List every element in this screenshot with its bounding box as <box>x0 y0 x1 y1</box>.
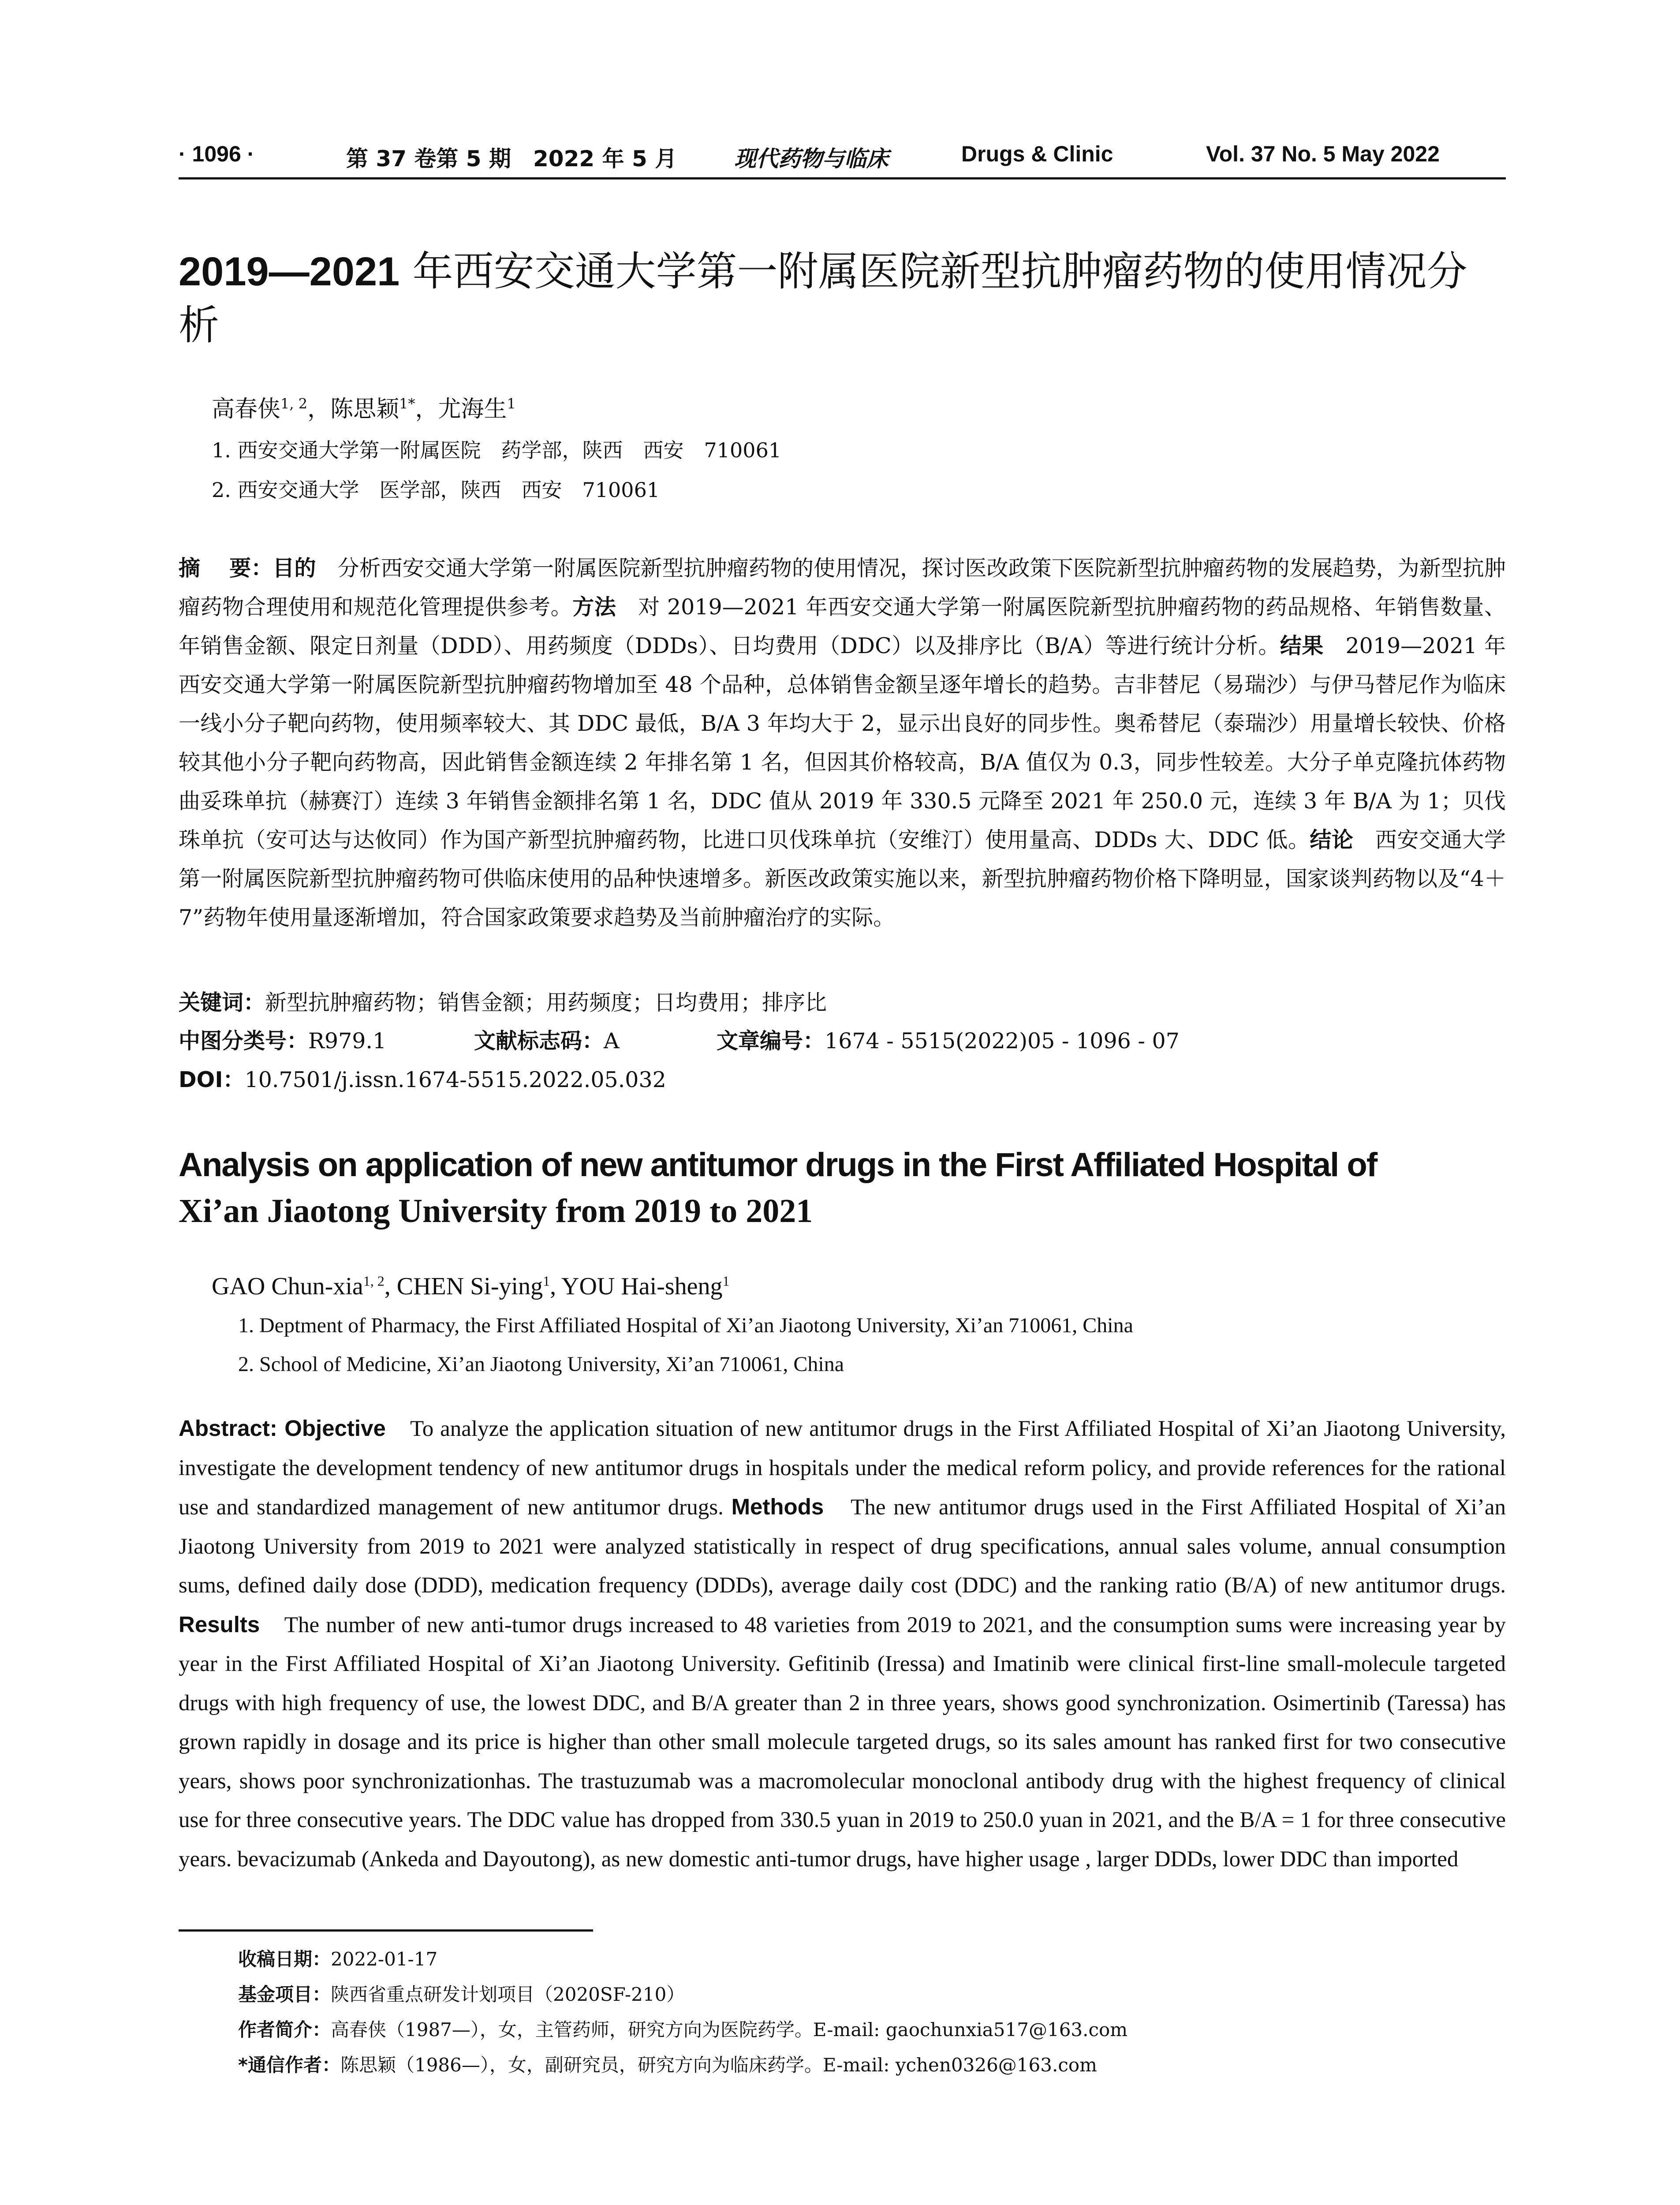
footnote-corresponding <box>238 2051 1097 2077</box>
journal-name-en: Drugs & Clinic <box>961 142 1113 166</box>
author-en-3: , YOU Hai-sheng <box>550 1273 723 1300</box>
title-en-line2: Xi’an Jiaotong University from 2019 to 2021 <box>179 1192 813 1230</box>
author-bio-label: 作者简介： <box>238 2019 331 2041</box>
author-en-2: , CHEN Si-ying <box>384 1273 543 1300</box>
received-value: 2022-01-17 <box>331 1948 438 1970</box>
clc-line <box>179 1024 386 1055</box>
affiliation-en-2: 2. School of Medicine, Xi’an Jiaotong University, Xi’an 710061, China <box>238 1353 844 1376</box>
title-en <box>179 1142 1506 1234</box>
objective-en-text: To analyze the application situation of new antitumor drugs in the First Affiliated Hospital of Xi’an Jiaotong University, investigate the development tendency of new antitumor drugs in hospitals under the medical reform policy, and provide references for the rational use and standardized management of new antitumor drugs. <box>179 1416 1506 1520</box>
article-number-label: 文章编号： <box>717 1028 825 1054</box>
methods-text: 对 2019—2021 年西安交通大学第一附属医院新型抗肿瘤药物的药品规格、年销售数量、年销售金额、限定日剂量（DDD）、用药频度（DDDs）、日均费用（DDC）以及排序比（B/A）等进行统计分析。 <box>179 594 1506 658</box>
methods-label: 方法 <box>572 594 616 620</box>
keywords-label: 关键词： <box>179 990 265 1015</box>
objective-en-label: Objective <box>284 1416 386 1441</box>
footnote-rule <box>179 1929 593 1932</box>
corresponding-value: 陈思颖（1986—），女，副研究员，研究方向为临床药学。E-mail: ychen0326@163.com <box>340 2054 1097 2076</box>
author-2-affil: 1* <box>399 395 415 412</box>
conclusion-text: 西安交通大学第一附属医院新型抗肿瘤药物可供临床使用的品种快速增多。新医改政策实施以来，新型抗肿瘤药物价格下降明显，国家谈判药物以及“4＋7”药物年使用量逐渐增加，符合国家政策要求趋势及当前肿瘤治疗的实际。 <box>179 827 1506 930</box>
title-cn-years: 2019—2021 <box>179 249 400 294</box>
author-3: 尤海生 <box>438 396 507 422</box>
fund-label: 基金项目： <box>238 1984 331 2005</box>
clc-value: R979.1 <box>308 1028 387 1054</box>
affiliation-cn-1: 1. 西安交通大学第一附属医院 药学部，陕西 西安 710061 <box>212 438 782 462</box>
title-en-line1: Analysis on application of new antitumor drugs in the First Affiliated Hospital of <box>179 1146 1377 1184</box>
objective-label: 目的 <box>273 556 316 581</box>
abstract-cn <box>179 549 1506 937</box>
authors-en <box>212 1272 730 1301</box>
article-number-value: 1674 - 5515(2022)05 - 1096 - 07 <box>825 1028 1180 1054</box>
received-label: 收稿日期： <box>238 1948 331 1970</box>
author-en-3-affil: 1 <box>722 1273 730 1289</box>
author-1-affil: 1, 2 <box>280 395 308 412</box>
author-sep: ， <box>307 396 331 422</box>
footnote-fund <box>238 1980 685 2007</box>
doi-label: DOI： <box>179 1067 245 1092</box>
doc-code-value: A <box>604 1028 620 1054</box>
issue-cn: 第 37 卷第 5 期 2022 年 5 月 <box>346 146 677 172</box>
abstract-en-label: Abstract: <box>179 1416 285 1441</box>
corresponding-label: *通信作者： <box>238 2054 340 2076</box>
results-text: 2019—2021 年西安交通大学第一附属医院新型抗肿瘤药物增加至 48 个品种，总体销售金额呈逐年增长的趋势。吉非替尼（易瑞沙）与伊马替尼作为临床一线小分子靶向药物，使用频率较大、其 DDC 最低，B/A 3 年均大于 2，显示出良好的同步性。奥希替尼（泰瑞沙）用量增长较快、价格较其他小分子靶向药物高，因此销售金额连续 2 年排名第 1 名，但因其价格较高，B/A 值仅为 0.3，同步性较差。大分子单克隆抗体药物曲妥珠单抗（赫赛汀）连续 3 年销售金额排名第 1 名，DDC 值从 2019 年 330.5 元降至 2021 年 250.0 元，连续 3 年 B/A 为 1；贝伐珠单抗（安可达与达攸同）作为国产新型抗肿瘤药物，比进口贝伐珠单抗（安维汀）使用量高、DDDs 大、DDC 低。 <box>179 633 1506 852</box>
issue-en: Vol. 37 No. 5 May 2022 <box>1206 142 1440 166</box>
results-en-label: Results <box>179 1611 260 1637</box>
title-cn-text: 年西安交通大学第一附属医院新型抗肿瘤药物的使用情况分析 <box>179 248 1467 349</box>
journal-name-cn: 现代药物与临床 <box>734 146 889 172</box>
author-en-1-affil: 1, 2 <box>363 1273 385 1289</box>
results-label: 结果 <box>1280 633 1324 658</box>
results-en-text: The number of new anti-tumor drugs increased to 48 varieties from 2019 to 2021, and the consumption sums were increasing year by year in the First Affiliated Hospital of Xi’an Jiaotong University. Gefitinib (Iressa) and Imatinib were clinical first-line small-molecule targeted drugs with high frequency of use, the lowest DDC, and B/A greater than 2 in three years, shows good synchronization. Osimertinib (Taressa) has grown rapidly in dosage and its price is higher than other small molecule targeted drugs, so its sales amount has ranked first for two consecutive years, shows poor synchronizationhas. The trastuzumab was a macromolecular monoclonal antibody drug with the highest frequency of clinical use for three consecutive years. The DDC value has dropped from 330.5 yuan in 2019 to 250.0 yuan in 2021, and the B/A = 1 for three consecutive years. bevacizumab (Ankeda and Dayoutong), as new domestic anti-tumor drugs, have higher usage , larger DDDs, lower DDC than imported <box>179 1612 1506 1872</box>
keywords-value: 新型抗肿瘤药物；销售金额；用药频度；日均费用；排序比 <box>265 990 827 1015</box>
author-3-affil: 1 <box>507 395 516 412</box>
doc-code-line <box>474 1024 619 1055</box>
clc-label: 中图分类号： <box>179 1028 309 1054</box>
abstract-cn-label: 摘 要： <box>179 556 273 581</box>
objective-text: 分析西安交通大学第一附属医院新型抗肿瘤药物的使用情况，探讨医改政策下医院新型抗肿瘤药物的发展趋势，为新型抗肿瘤药物合理使用和规范化管理提供参考。 <box>179 556 1506 620</box>
fund-value: 陕西省重点研发计划项目（2020SF-210） <box>331 1984 685 2005</box>
author-bio-value: 高春侠（1987—），女，主管药师，研究方向为医院药学。E-mail: gaochunxia517@163.com <box>331 2019 1128 2041</box>
affiliation-en-1: 1. Deptment of Pharmacy, the First Affiliated Hospital of Xi’an Jiaotong University, Xi’an 710061, China <box>238 1314 1133 1337</box>
conclusion-label: 结论 <box>1310 827 1354 852</box>
author-en-2-affil: 1 <box>543 1273 550 1289</box>
author-en-1: GAO Chun-xia <box>212 1273 363 1300</box>
doc-code-label: 文献标志码： <box>474 1028 604 1054</box>
title-cn <box>179 245 1506 352</box>
methods-en-text: The new antitumor drugs used in the First Affiliated Hospital of Xi’an Jiaotong University from 2019 to 2021 were analyzed statistically in respect of drug specifications, annual sales volume, annual consumption sums, defined daily dose (DDD), medication frequency (DDDs), average daily cost (DDC) and the ranking ratio (B/A) of new antitumor drugs. <box>179 1495 1506 1598</box>
authors-cn <box>212 390 516 423</box>
doi-value: 10.7501/j.issn.1674-5515.2022.05.032 <box>244 1067 666 1092</box>
abstract-en <box>179 1409 1506 1879</box>
article-number-line <box>717 1024 1180 1055</box>
doi-line <box>179 1063 666 1094</box>
page-number: · 1096 · <box>179 142 255 166</box>
header-rule <box>179 177 1506 179</box>
author-2: 陈思颖 <box>330 396 399 422</box>
footnote-author <box>238 2015 1127 2042</box>
author-sep: ， <box>415 396 438 422</box>
methods-en-label: Methods <box>731 1494 824 1519</box>
affiliation-cn-2: 2. 西安交通大学 医学部，陕西 西安 710061 <box>212 478 660 502</box>
footnote-received <box>238 1945 437 1971</box>
keywords-cn <box>179 986 827 1017</box>
author-1: 高春侠 <box>212 396 281 422</box>
